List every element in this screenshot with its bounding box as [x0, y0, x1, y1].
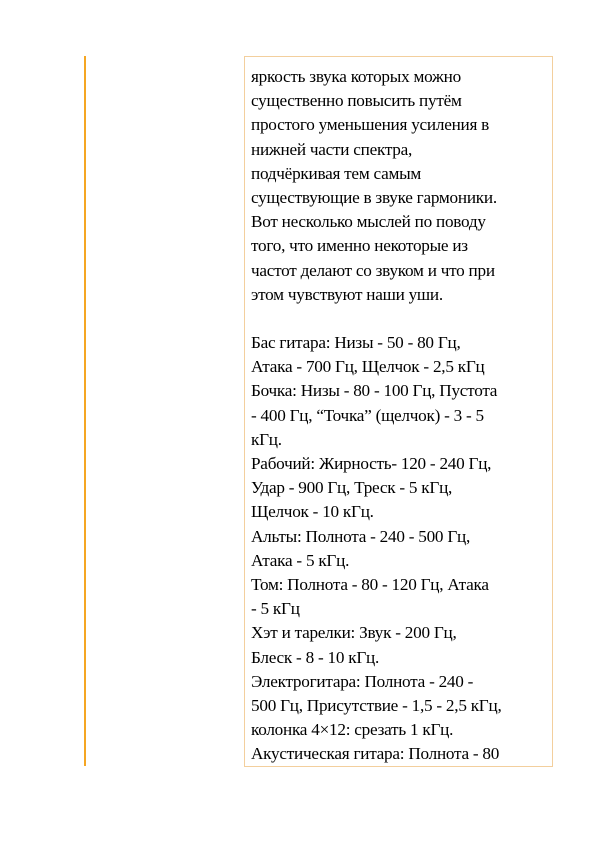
paragraph-gap	[251, 307, 552, 331]
intro-paragraph: яркость звука которых можно существенно повысить путём простого уменьшения усиления в нижней части спектра, подчёркивая тем самым существующие в звуке гармоники. Вот несколько мыслей по поводу того, что именно некоторые из частот делают со звуком и что при этом чувствуют наши уши.	[251, 67, 497, 304]
text-column	[244, 56, 553, 767]
margin-rule	[84, 56, 86, 766]
frequency-list: Бас гитара: Низы - 50 - 80 Гц, Атака - 700 Гц, Щелчок - 2,5 кГц Бочка: Низы - 80 - 100 Гц, Пустота - 400 Гц, “Точка” (щелчок) - 3 - 5 кГц. Рабочий: Жирность- 120 - 240 Гц, Удар - 900 Гц, Треск - 5 кГц, Щелчок - 10 кГц. Альты: Полнота - 240 - 500 Гц, Атака - 5 кГц. Том: Полнота - 80 - 120 Гц, Атака - 5 кГц Хэт и тарелки: Звук - 200 Гц, Блеск - 8 - 10 кГц. Электрогитара: Полнота - 240 - 500 Гц, Присутствие - 1,5 - 2,5 кГц, колонка 4×12: срезать 1 кГц. Акустическая гитара: Полнота - 80	[251, 333, 502, 764]
